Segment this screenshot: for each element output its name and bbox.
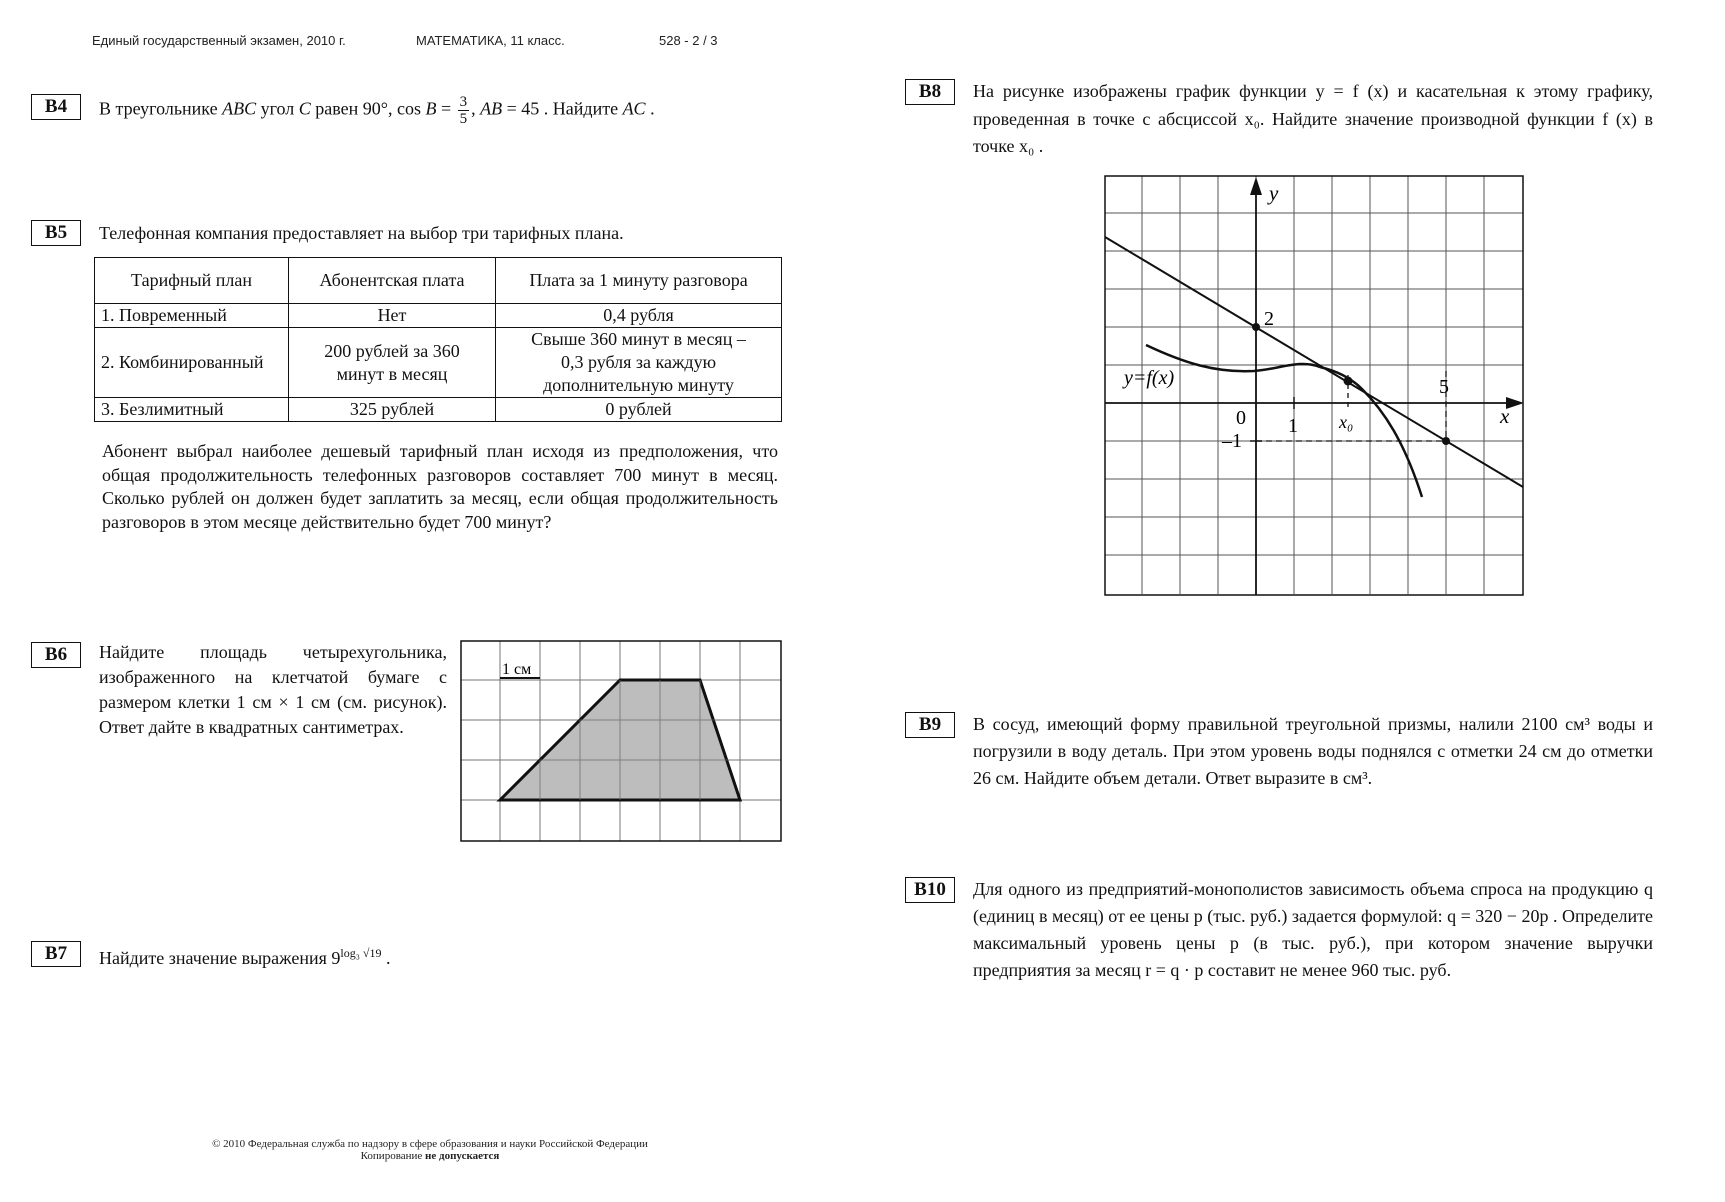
header-exam: Единый государственный экзамен, 2010 г.	[92, 33, 346, 48]
label-1: 1	[1288, 415, 1298, 437]
task-label-b9: B9	[905, 712, 955, 738]
table-cell: 200 рублей за 360 минут в месяц	[289, 328, 496, 398]
table-cell: Свыше 360 минут в месяц – 0,3 рубля за каждую дополнительную минуту	[496, 328, 782, 398]
task-text-b10: Для одного из предприятий-монополистов зависимость объема спроса на продукцию q (единиц в месяц) от ее цены p (тыс. руб.) задается формулой: q = 320 − 20p . Определите максимальный уровень цены p (в тыс. руб.), при котором значение выручки предприятия за месяц r = q · p составит не менее 960 тыс. руб.	[973, 879, 1653, 980]
task-text-b8: На рисунке изображены график функции y = f (x) и касательная к этому графику, проведенная в точке с абсциссой x₀. Найдите значение производной функции f (x) в точке x₀ .	[973, 81, 1653, 156]
task-label-b6: B6	[31, 642, 81, 668]
tariff-table	[94, 257, 782, 422]
point-tangency	[1344, 377, 1353, 386]
function-graph	[1104, 175, 1524, 597]
y-axis-label: y	[1269, 181, 1279, 205]
task-intro-b5: Телефонная компания предоставляет на выбор три тарифных плана.	[99, 223, 624, 243]
function-curve	[1146, 345, 1422, 497]
table-header-row	[95, 258, 782, 304]
y-axis-arrow	[1250, 177, 1262, 195]
label-5: 5	[1439, 376, 1449, 398]
x-axis-label: x	[1500, 404, 1510, 428]
table-header: Плата за 1 минуту разговора	[496, 258, 782, 304]
table-cell: 2. Комбинированный	[95, 328, 289, 398]
label-0: 0	[1236, 407, 1246, 429]
task-question-b5: Абонент выбрал наиболее дешевый тарифный план исходя из предположения, что общая продолжительность телефонных разговоров составляет 700 минут в месяц. Сколько рублей он должен будет заплатить за месяц, если общая продолжительность разговоров в этом месяце действительно будет 700 минут?	[102, 441, 778, 532]
table-cell: 325 рублей	[289, 398, 496, 422]
page-footer	[160, 1138, 700, 1162]
footer-copyright: © 2010 Федеральная служба по надзору в сфере образования и науки Российской Федерации	[212, 1138, 648, 1150]
label-2: 2	[1264, 308, 1274, 330]
task-text-b4: В треугольнике ABC угол C равен 90°, cos B = $\frac{3}{5}$ , AB = 45 . Найдите AC .	[99, 94, 655, 127]
task-label-b4: B4	[31, 94, 81, 120]
task-text-b6: Найдите площадь четырехугольника, изображенного на клетчатой бумаге с размером клетки 1 см × 1 см (см. рисунок). Ответ дайте в квадратных сантиметрах.	[99, 642, 447, 737]
point-intercept	[1252, 323, 1260, 331]
label-x0: x₀	[1339, 412, 1354, 432]
table-cell: Нет	[289, 304, 496, 328]
task-text-b9: В сосуд, имеющий форму правильной треугольной призмы, налили 2100 см³ воды и погрузили в воду деталь. При этом уровень воды поднялся с отметки 24 см до отметки 26 см. Найдите объем детали. Ответ выразите в см³.	[973, 714, 1653, 788]
task-label-b8: B8	[905, 79, 955, 105]
task-label-b5: B5	[31, 220, 81, 246]
task-label-b10: B10	[905, 877, 955, 903]
exponent: log₃ √19	[340, 946, 382, 960]
table-row	[95, 398, 782, 422]
table-header: Абонентская плата	[289, 258, 496, 304]
table-cell: 0,4 рубля	[496, 304, 782, 328]
table-cell: 1. Повременный	[95, 304, 289, 328]
function-label: y=f(x)	[1124, 367, 1175, 389]
header-subject: МАТЕМАТИКА, 11 класс.	[416, 33, 565, 48]
table-cell: 3. Безлимитный	[95, 398, 289, 422]
table-row	[95, 328, 782, 398]
label-neg1: –1	[1222, 430, 1242, 452]
fraction-3-5: $\frac{3}{5}$	[459, 94, 468, 127]
task-text-b7: Найдите значение выражения $9^{log_3 √19}$ .	[99, 946, 391, 968]
point-x5	[1442, 437, 1450, 445]
trapezoid-figure	[460, 640, 782, 844]
table-header: Тарифный план	[95, 258, 289, 304]
footer-copy-notice: Копирование не допускается	[360, 1150, 500, 1162]
table-row	[95, 304, 782, 328]
header-page: 528 - 2 / 3	[659, 33, 718, 48]
task-label-b7: B7	[31, 941, 81, 967]
table-cell: 0 рублей	[496, 398, 782, 422]
tangent-line	[1105, 237, 1523, 487]
scale-label: 1 см	[502, 661, 532, 678]
